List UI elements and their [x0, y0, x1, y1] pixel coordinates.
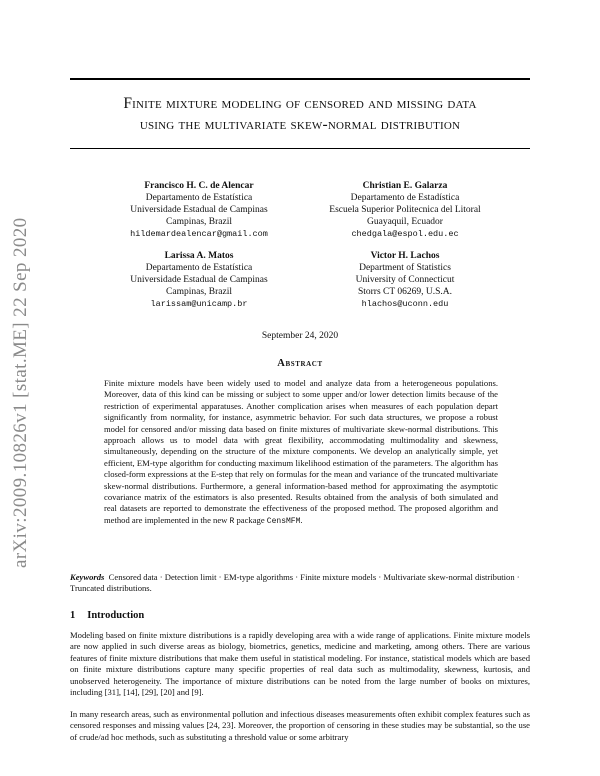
abstract-text [104, 378, 498, 527]
author-institution: Universidade Estadual de Campinas [130, 275, 268, 285]
author-email[interactable]: chedgala@espol.edu.ec [351, 229, 459, 239]
author-department: Department of Statistics [359, 263, 451, 273]
author-location: Guayaquil, Ecuador [367, 217, 443, 227]
package-name: CensMFM [266, 516, 301, 526]
author-institution: Escuela Superior Politecnica del Litoral [329, 205, 481, 215]
author-name: Larissa A. Matos [164, 251, 234, 261]
author-block [310, 250, 500, 310]
paper-title [70, 93, 530, 135]
section-number: 1 [70, 610, 76, 621]
body-paragraph: In many research areas, such as environmental pollution and infectious diseases measurements often exhibit complex features such as censored responses and missing values [24, 23]. Moreover, the proportion of censoring in these studies may be substantial, so the use of crude/ad hoc methods, such as substituting a threshold value or some arbitrary [70, 709, 530, 742]
author-name: Victor H. Lachos [370, 251, 440, 261]
title-line-1: Finite mixture modeling of censored and missing data [123, 95, 477, 112]
section-heading [70, 610, 144, 621]
author-department: Departamento de Estatística [145, 263, 253, 273]
paper-date: September 24, 2020 [261, 331, 339, 341]
author-email[interactable]: larissam@unicamp.br [150, 299, 248, 309]
author-department: Departamento de Estadística [350, 193, 460, 203]
abstract-heading: Abstract [277, 358, 323, 369]
language-name: R [229, 516, 235, 526]
arxiv-identifier: arXiv:2009.10826v1 [stat.ME] 22 Sep 2020 [10, 217, 31, 568]
author-department: Departamento de Estatística [145, 193, 253, 203]
author-institution: Universidade Estadual de Campinas [130, 205, 268, 215]
author-location: Campinas, Brazil [166, 287, 232, 297]
keywords-label: Keywords [70, 572, 105, 582]
title-top-rule [70, 78, 530, 80]
author-name: Francisco H. C. de Alencar [144, 181, 254, 191]
abstract-end: . [300, 514, 303, 525]
author-location: Storrs CT 06269, U.S.A. [357, 287, 453, 297]
author-name: Christian E. Galarza [362, 181, 448, 191]
section-title: Introduction [87, 610, 145, 621]
title-bottom-rule [70, 148, 530, 149]
title-line-2: using the multivariate skew-normal distribution [139, 116, 461, 133]
author-email[interactable]: hildemardealencar@gmail.com [130, 229, 268, 239]
author-location: Campinas, Brazil [166, 217, 232, 227]
author-block [104, 180, 294, 240]
abstract-body: Finite mixture models have been widely used to model and analyze data from a heterogeneous populations. Moreover, data of this kind can be missing or subject to some upper and/or lower detection limits because of the restriction of experimental apparatuses. Another complication arises when measures of each population depart significantly from normality, for instance, asymmetric behavior. For such data structures, we propose a robust model for censored and/or missing data based on finite mixtures of multivariate skew-normal distributions. This approach allows us to model data with great flexibility, accommodating multimodality and skewness, simultaneously, depending on the structure of the mixture components. We develop an analytically simple, yet efficient, EM-type algorithm for conducting maximum likelihood estimation of the parameters. The algorithm has closed-form expressions at the E-step that rely on formulas for the mean and variance of the truncated multivariate skew-normal distributions. Furthermore, a general information-based method for approximating the asymptotic covariance matrix of the estimators is also presented. Results obtained from the analysis of both simulated and real datasets are reported to demonstrate the effectiveness of the proposed method. The proposed algorithm and method are implemented in the new [104, 378, 498, 525]
abstract-connector: package [234, 514, 267, 525]
body-paragraph: Modeling based on finite mixture distributions is a rapidly developing area with a wide range of applications. Finite mixture models are now applied in such diverse areas as biology, biometrics, genetics, medicine and marketing, among others. There are various features of finite mixture distributions that make them useful in statistical modeling. For instance, statistical models which are based on finite mixture distributions capture many specific properties of real data such as multimodality, skewness, kurtosis, and unobserved heterogeneity. The importance of mixture distributions can be noted from the large number of books on mixtures, including [31], [14], [29], [20] and [9]. [70, 630, 530, 698]
author-block [104, 250, 294, 310]
author-block [310, 180, 500, 240]
author-email[interactable]: hlachos@uconn.edu [361, 299, 449, 309]
author-institution: University of Connecticut [355, 275, 455, 285]
keywords-list: Censored data · Detection limit · EM-type algorithms · Finite mixture models · Multivariate skew-normal distribution · Truncated distributions. [70, 572, 520, 594]
keywords [70, 572, 530, 595]
